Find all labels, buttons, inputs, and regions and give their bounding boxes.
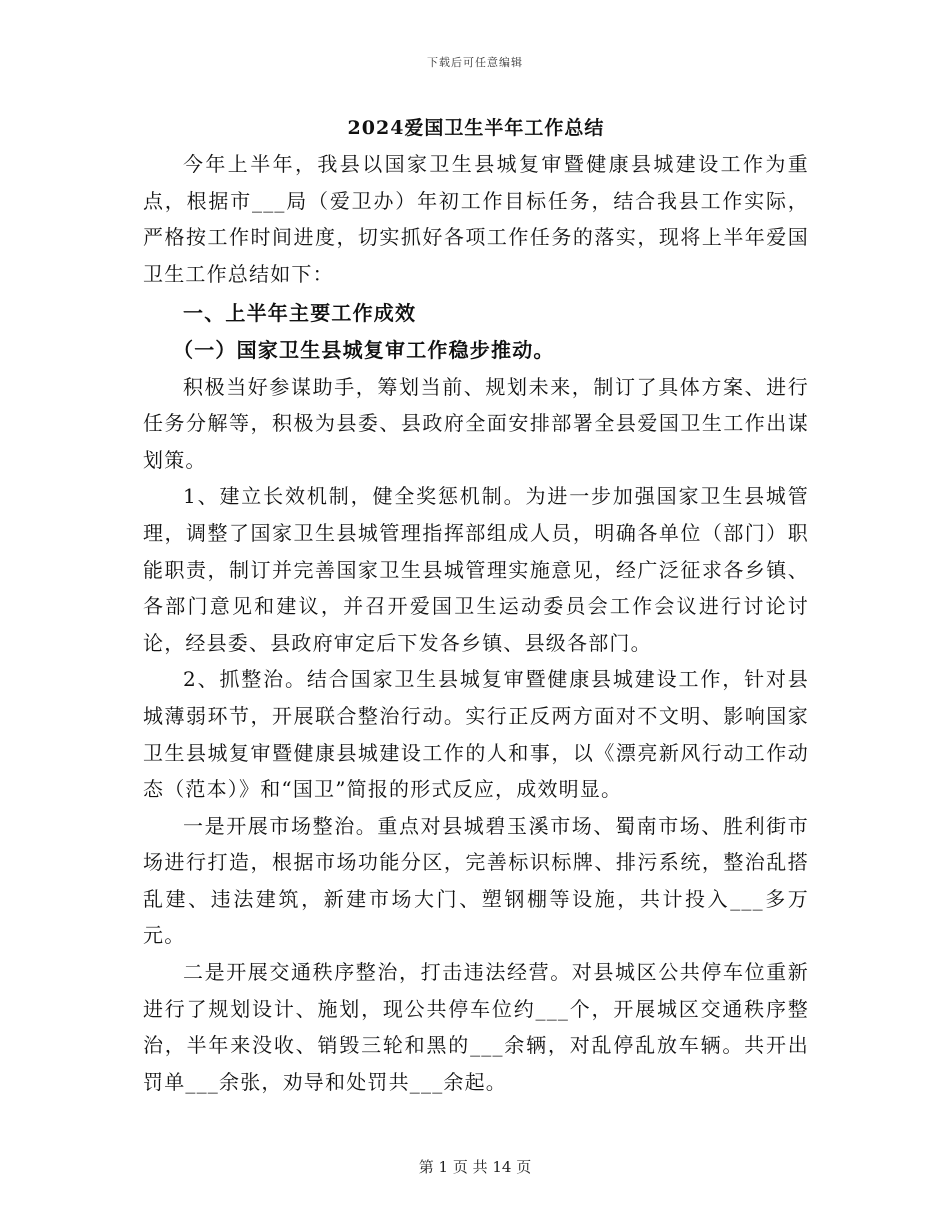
subsection-heading: （一）国家卫生县城复审工作稳步推动。 [173,337,555,362]
header-note: 下载后可任意编辑 [427,56,523,69]
intro-paragraph: 今年上半年，我县以国家卫生县城复审暨健康县城建设工作为重点，根据市___局（爱卫办）年初工作目标任务，结合我县工作实际，严格按工作时间进度，切实抓好各项工作任务的落实，现将上半年爱国卫生工作总结如下： [143,152,809,286]
document-body [143,110,809,1100]
page-footer: 第 1 页 共 14 页 [418,1158,532,1176]
body-paragraph: 一是开展市场整治。重点对县城碧玉溪市场、蜀南市场、胜利街市场进行打造，根据市场功能分区，完善标识标牌、排污系统，整治乱搭乱建、违法建筑，新建市场大门、塑钢棚等设施，共计投入___多万元。 [143,813,809,948]
body-paragraph: 1、建立长效机制，健全奖惩机制。为进一步加强国家卫生县城管理，调整了国家卫生县城管理指挥部组成人员，明确各单位（部门）职能职责，制订并完善国家卫生县城管理实施意见，经广泛征求各乡镇、各部门意见和建议，并召开爱国卫生运动委员会工作会议进行讨论讨论，经县委、县政府审定后下发各乡镇、县级各部门。 [143,484,809,655]
section-heading: 一、上半年主要工作成效 [183,301,417,326]
body-paragraph: 2、抓整治。结合国家卫生县城复审暨健康县城建设工作，针对县城薄弱环节，开展联合整治行动。实行正反两方面对不文明、影响国家卫生县城复审暨健康县城建设工作的人和事，以《漂亮新风行动工作动态（范本）》和“国卫”简报的形式反应，成效明显。 [143,667,809,802]
document-title: 2024爱国卫生半年工作总结 [347,117,605,139]
body-paragraph: 二是开展交通秩序整治，打击违法经营。对县城区公共停车位重新进行了规划设计、施划，现公共停车位约___个，开展城区交通秩序整治，半年来没收、销毁三轮和黑的___余辆，对乱停乱放车辆。共开出罚单___余张，劝导和处罚共___余起。 [143,960,809,1094]
body-paragraph: 积极当好参谋助手，筹划当前、规划未来，制订了具体方案、进行任务分解等，积极为县委、县政府全面安排部署全县爱国卫生工作出谋划策。 [143,374,809,472]
